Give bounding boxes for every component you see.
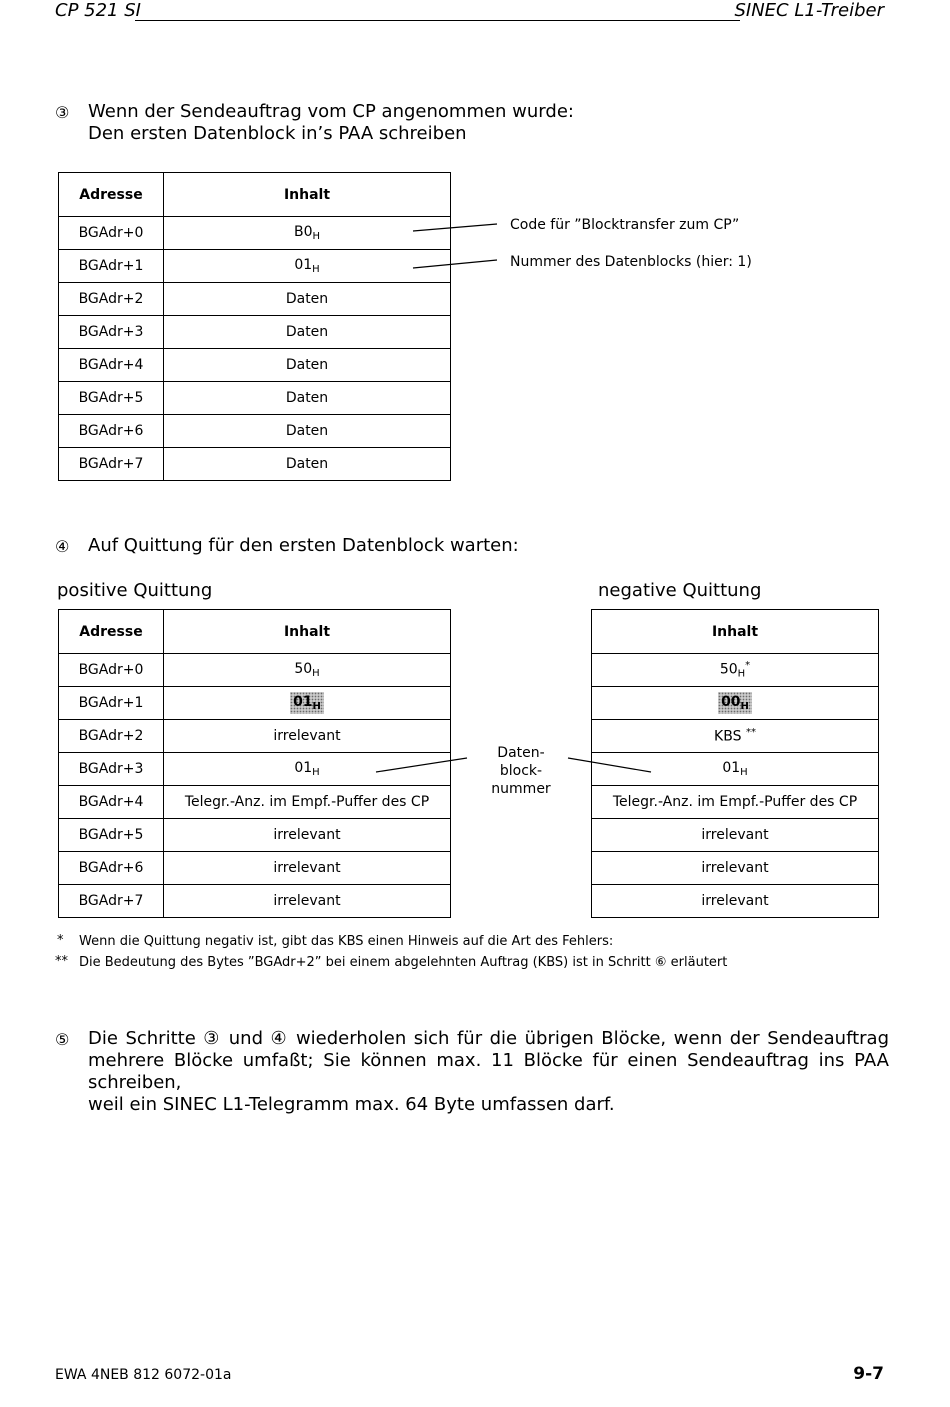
annotation-code: Code für ”Blocktransfer zum CP” bbox=[510, 217, 740, 233]
col-header-adresse: Adresse bbox=[59, 173, 164, 217]
negative-title: negative Quittung bbox=[598, 580, 762, 601]
step4-text: Auf Quittung für den ersten Datenblock warten: bbox=[88, 535, 519, 556]
value-cell: irrelevant bbox=[592, 885, 879, 918]
value-cell: $01_H$ bbox=[164, 753, 451, 786]
step5-number: ⑤ bbox=[55, 1030, 70, 1049]
connector-negative bbox=[568, 758, 651, 772]
addr-cell: BGAdr+1 bbox=[59, 687, 164, 720]
step4-number: ④ bbox=[55, 537, 70, 556]
col-header-inhalt: Inhalt bbox=[164, 173, 451, 217]
shaded-value: $00_H$ bbox=[718, 692, 752, 714]
addr-cell: BGAdr+7 bbox=[59, 448, 164, 481]
addr-cell: BGAdr+1 bbox=[59, 250, 164, 283]
step3-number: ③ bbox=[55, 103, 70, 122]
value-cell: irrelevant bbox=[164, 852, 451, 885]
value-cell: $50_H$ bbox=[164, 654, 451, 687]
addr-cell: BGAdr+3 bbox=[59, 316, 164, 349]
value-cell: irrelevant bbox=[164, 720, 451, 753]
step5-line3: weil ein SINEC L1-Telegramm max. 64 Byte umfassen darf. bbox=[88, 1094, 615, 1115]
value-cell: Telegr.-Anz. im Empf.-Puffer des CP bbox=[164, 786, 451, 819]
value-cell: Daten bbox=[164, 349, 451, 382]
addr-cell: BGAdr+5 bbox=[59, 819, 164, 852]
addr-cell: BGAdr+6 bbox=[59, 852, 164, 885]
addr-cell: BGAdr+6 bbox=[59, 415, 164, 448]
addr-cell: BGAdr+2 bbox=[59, 283, 164, 316]
value-cell: $01_H$ bbox=[592, 753, 879, 786]
connector-code bbox=[413, 224, 497, 231]
value-cell: KBS ** bbox=[592, 720, 879, 753]
step5-line1: Die Schritte ③ und ④ wiederholen sich für die übrigen Blöcke, wenn der Sendeauftrag bbox=[88, 1028, 889, 1049]
value-cell: Telegr.-Anz. im Empf.-Puffer des CP bbox=[592, 786, 879, 819]
footer-doc-id: EWA 4NEB 812 6072-01a bbox=[55, 1367, 232, 1383]
value-cell: Daten bbox=[164, 448, 451, 481]
annotation-block-number: Nummer des Datenblocks (hier: 1) bbox=[510, 254, 752, 270]
step5-text bbox=[88, 1028, 889, 1116]
value-cell: Daten bbox=[164, 316, 451, 349]
addr-cell: BGAdr+2 bbox=[59, 720, 164, 753]
connector-positive bbox=[376, 758, 467, 772]
addr-cell: BGAdr+7 bbox=[59, 885, 164, 918]
step3-line2: Den ersten Datenblock in’s PAA schreiben bbox=[88, 123, 467, 144]
col-header-inhalt: Inhalt bbox=[164, 610, 451, 654]
shaded-value: $01_H$ bbox=[290, 692, 324, 714]
value-cell: Daten bbox=[164, 415, 451, 448]
value-cell: $01_H$ bbox=[164, 250, 451, 283]
positive-title: positive Quittung bbox=[57, 580, 213, 601]
header-left: CP 521 SI bbox=[55, 0, 141, 21]
note-star-mark: * bbox=[57, 933, 64, 948]
addr-cell: BGAdr+3 bbox=[59, 753, 164, 786]
addr-cell: BGAdr+0 bbox=[59, 654, 164, 687]
step3-line1: Wenn der Sendeauftrag vom CP angenommen wurde: bbox=[88, 101, 574, 122]
value-cell: irrelevant bbox=[164, 819, 451, 852]
value-cell: Daten bbox=[164, 283, 451, 316]
value-cell: irrelevant bbox=[592, 819, 879, 852]
value-cell: $50_H^*$ bbox=[592, 654, 879, 687]
note-doublestar-mark: ** bbox=[55, 954, 68, 969]
addr-cell: BGAdr+5 bbox=[59, 382, 164, 415]
addr-cell: BGAdr+4 bbox=[59, 349, 164, 382]
value-cell: irrelevant bbox=[592, 852, 879, 885]
step5-line2: mehrere Blöcke umfaßt; Sie können max. 11 Blöcke für einen Sendeauftrag ins PAA schreiben, bbox=[88, 1050, 889, 1093]
note-doublestar-text: Die Bedeutung des Bytes ”BGAdr+2” bei einem abgelehnten Auftrag (KBS) ist in Schritt ⑥ erläutert bbox=[79, 955, 728, 970]
datenblock-nummer-label: Daten- block- nummer bbox=[491, 745, 551, 797]
value-cell: irrelevant bbox=[164, 885, 451, 918]
value-cell: Daten bbox=[164, 382, 451, 415]
value-cell: $B0_H$ bbox=[164, 217, 451, 250]
connector-block-number bbox=[413, 260, 497, 268]
page-number: 9-7 bbox=[853, 1364, 884, 1384]
note-star-text: Wenn die Quittung negativ ist, gibt das KBS einen Hinweis auf die Art des Fehlers: bbox=[79, 934, 614, 949]
col-header-adresse: Adresse bbox=[59, 610, 164, 654]
col-header-inhalt: Inhalt bbox=[592, 610, 879, 654]
addr-cell: BGAdr+0 bbox=[59, 217, 164, 250]
addr-cell: BGAdr+4 bbox=[59, 786, 164, 819]
header-right: SINEC L1-Treiber bbox=[734, 0, 884, 21]
